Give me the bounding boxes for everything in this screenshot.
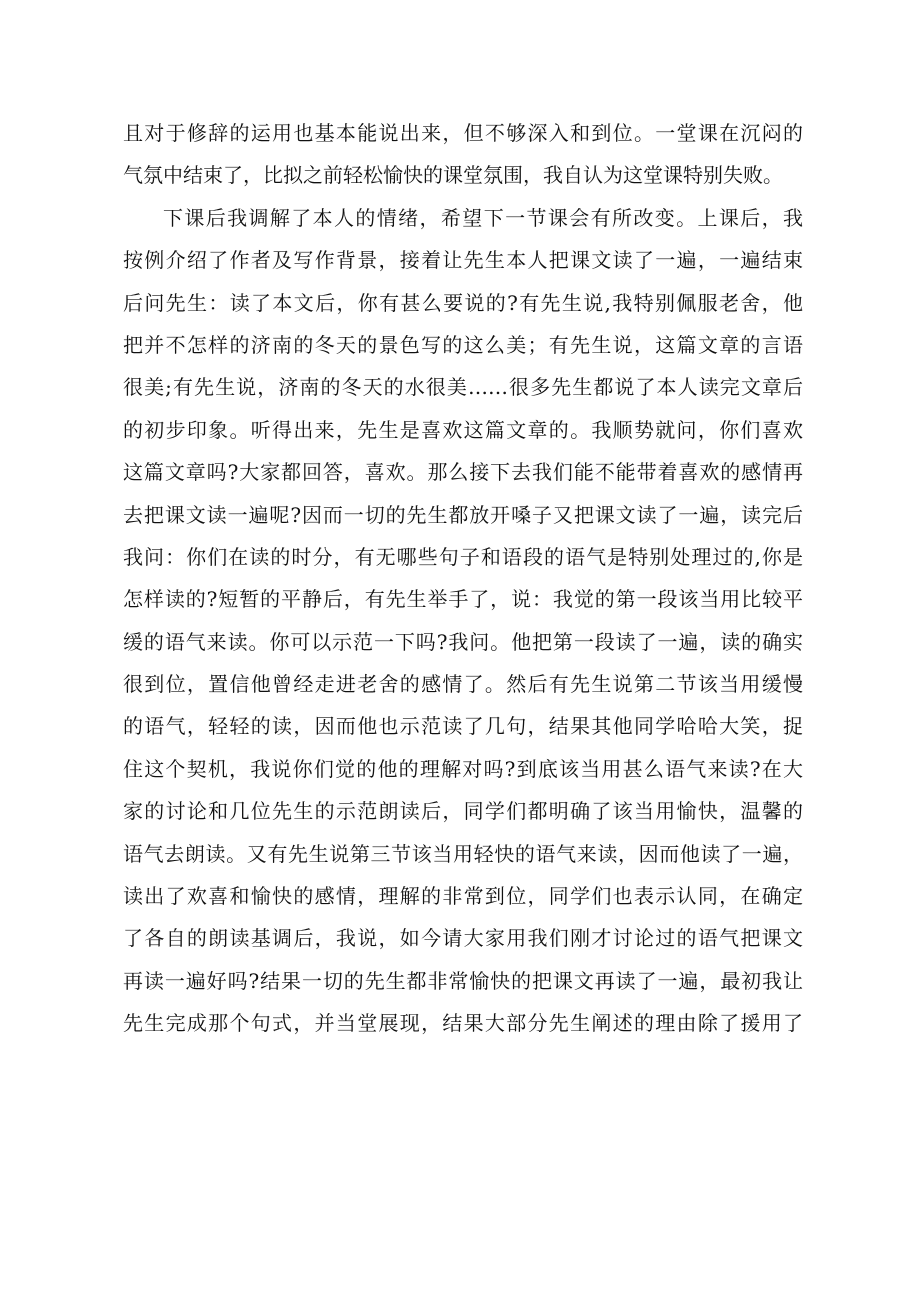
text-line: 先生完成那个句式，并当堂展现，结果大部分先生阐述的理由除了援用了 — [123, 1011, 803, 1036]
text-line: 怎样读的?短暂的平静后，有先生举手了，说：我觉的第一段该当用比较平 — [123, 587, 803, 612]
text-line: 按例介绍了作者及写作背景，接着让先生本人把课文读了一遍，一遍结束 — [123, 248, 803, 273]
text-line: 这篇文章吗?大家都回答，喜欢。那么接下去我们能不能带着喜欢的感情再 — [123, 460, 803, 485]
text-line: 去把课文读一遍呢?因而一切的先生都放开嗓子又把课文读了一遍，读完后 — [123, 502, 803, 527]
text-line: 的语气，轻轻的读，因而他也示范读了几句，结果其他同学哈哈大笑，捉 — [123, 714, 803, 739]
text-line: 缓的语气来读。你可以示范一下吗?我问。他把第一段读了一遍，读的确实 — [123, 629, 803, 654]
text-line: 把并不怎样的济南的冬天的景色写的这么美；有先生说，这篇文章的言语 — [123, 332, 803, 357]
text-line: 语气去朗读。又有先生说第三节该当用轻快的语气来读，因而他读了一遍， — [123, 841, 803, 866]
text-line: 且对于修辞的运用也基本能说出来，但不够深入和到位。一堂课在沉闷的 — [123, 121, 803, 145]
text-line: 了各自的朗读基调后，我说，如今请大家用我们刚才讨论过的语气把课文 — [123, 926, 803, 951]
text-line: 家的讨论和几位先生的示范朗读后，同学们都明确了该当用愉快，温馨的 — [123, 799, 803, 824]
text-line: 气氛中结束了，比拟之前轻松愉快的课堂氛围，我自认为这堂课特别失败。 — [123, 163, 783, 188]
text-line: 再读一遍好吗?结果一切的先生都非常愉快的把课文再读了一遍，最初我让 — [123, 968, 803, 993]
text-line: 住这个契机，我说你们觉的他的理解对吗?到底该当用甚么语气来读?在大 — [123, 756, 803, 781]
paragraph-first-line: 下课后我调解了本人的情绪，希望下一节课会有所改变。上课后，我 — [163, 205, 803, 230]
text-line: 很美;有先生说，济南的冬天的水很美……很多先生都说了本人读完文章后 — [123, 375, 803, 400]
text-line: 的初步印象。听得出来，先生是喜欢这篇文章的。我顺势就问，你们喜欢 — [123, 417, 803, 442]
text-line: 后问先生：读了本文后，你有甚么要说的?有先生说,我特别佩服老舍，他 — [123, 290, 803, 315]
text-line: 我问：你们在读的时分，有无哪些句子和语段的语气是特别处理过的,你是 — [123, 544, 803, 569]
body-text — [123, 112, 803, 1045]
text-line: 很到位，置信他曾经走进老舍的感情了。然后有先生说第二节该当用缓慢 — [123, 672, 803, 697]
text-line: 读出了欢喜和愉快的感情，理解的非常到位，同学们也表示认同，在确定 — [123, 884, 803, 909]
